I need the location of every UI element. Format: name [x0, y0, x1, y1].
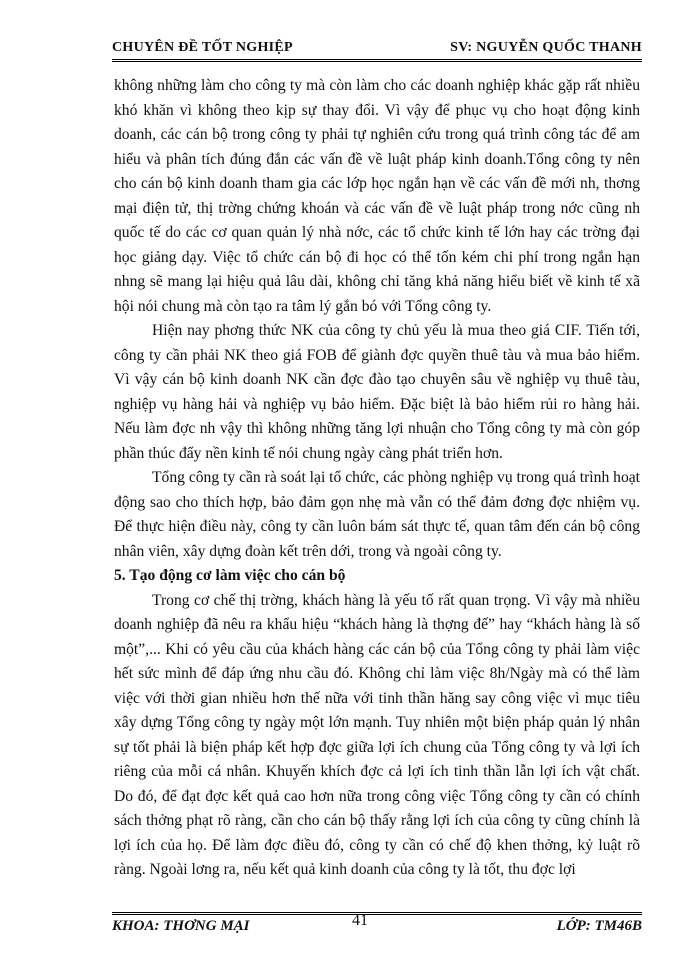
paragraph-1: không những làm cho công ty mà còn làm cho các doanh nghiệp khác gặp rất nhiều khó khăn vì không theo kịp sự thay đổi. Vì vậy để phục vụ cho hoạt động kinh doanh, các cán bộ trong công ty phải tự nghiên cứu trong quá trình công tác để am hiểu và phân tích đúng đắn các vấn đề về luật pháp kinh doanh.Tổng công ty nên cho cán bộ kinh doanh tham gia các lớp học ngắn hạn về các vấn đề mới nh, thơng mại điện tử, thị trờng chứng khoán và các vấn đề về luật pháp trong nớc cũng nh quốc tế do các cơ quan quản lý nhà nớc, các tổ chức kinh tế lớn hay các trờng đại học giảng dạy. Việc tổ chức cán bộ đi học có thể tốn kém chi phí trong ngắn hạn nhng sẽ mang lại hiệu quả lâu dài, không chỉ tăng khả năng hiểu biết về kinh tế xã hội nói chung mà còn tạo ra tâm lý gắn bó với Tổng công ty.: [114, 77, 640, 315]
section-heading: 5. Tạo động cơ làm việc cho cán bộ: [114, 567, 346, 584]
page-header: [112, 38, 642, 60]
footer-faculty: KHOA: THƠNG MẠI: [112, 918, 250, 934]
paragraph-4: Trong cơ chế thị trờng, khách hàng là yếu tố rất quan trọng. Vì vậy mà nhiều doanh nghiệp đã nêu ra khẩu hiệu “khách hàng là thợng đế” hay “khách hàng là số một”,... Khi có yêu cầu của khách hàng các cán bộ của Tổng công ty phải làm việc hết sức mình để đáp ứng nhu cầu đó. Không chỉ làm việc 8h/Ngày mà có thể làm việc với thời gian nhiều hơn thế nữa với tinh thần hăng say công việc vì mục tiêu xây dựng Tổng công ty ngày một lớn mạnh. Tuy nhiên một biện pháp quản lý nhân sự tốt phải là biện pháp kết hợp đợc giữa lợi ích chung của Tổng công ty và lợi ích riêng của mỗi cá nhân. Khuyến khích đợc cả lợi ích tinh thần lẫn lợi ích vật chất. Do đó, để đạt đợc kết quả cao hơn nữa trong công việc Tổng công ty cần có chính sách thởng phạt rõ ràng, cần cho cán bộ thấy rằng lợi ích của công ty cũng chính là lợi ích của họ. Để làm đợc điều đó, công ty cần có chế độ khen thởng, kỷ luật rõ ràng. Ngoài lơng ra, nếu kết quả kinh doanh của công ty là tốt, thu đợc lợi: [114, 591, 640, 878]
page-footer: [112, 912, 642, 936]
paragraph-3: Tổng công ty cần rà soát lại tổ chức, các phòng nghiệp vụ trong quá trình hoạt động sao cho thích hợp, bảo đảm gọn nhẹ mà vẫn có thể đảm đơng đợc nhiệm vụ. Để thực hiện điều này, công ty cần luôn bám sát thực tế, quan tâm đến cán bộ công nhân viên, xây dựng đoàn kết trên dới, trong và ngoài công ty.: [114, 469, 640, 560]
header-author: SV: NGUYỄN QUỐC THANH: [450, 40, 642, 55]
footer-class: LỚP: TM46B: [556, 918, 642, 934]
page-number: 41: [352, 912, 368, 929]
header-rule: [112, 59, 642, 62]
paragraph-2: Hiện nay phơng thức NK của công ty chủ yếu là mua theo giá CIF. Tiến tới, công ty cần phải NK theo giá FOB để giành đợc quyền thuê tàu và mua bảo hiểm. Vì vậy cán bộ kinh doanh NK cần đợc đào tạo chuyên sâu về nghiệp vụ thuê tàu, nghiệp vụ hàng hải và nghiệp vụ bảo hiểm. Đặc biệt là bảo hiểm rủi ro hàng hải. Nếu làm đợc nh vậy thì không những tăng lợi nhuận cho Tổng công ty mà còn góp phần thúc đẩy nền kinh tế nói chung ngày càng phát triển hơn.: [114, 322, 640, 462]
header-title: CHUYÊN ĐỀ TỐT NGHIỆP: [112, 40, 293, 55]
body-content: [114, 74, 640, 883]
footer-rule: [112, 912, 642, 915]
